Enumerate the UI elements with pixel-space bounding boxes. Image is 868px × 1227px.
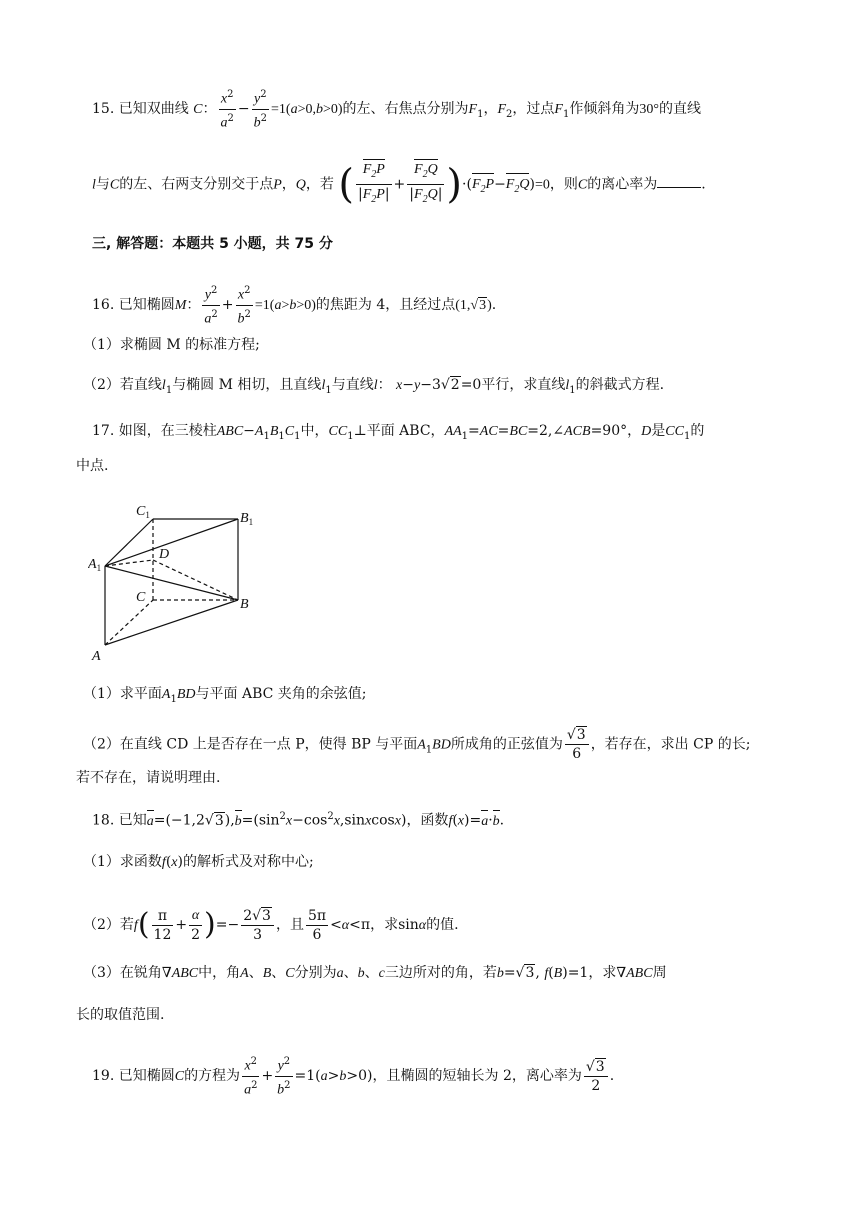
var-Q: Q <box>295 177 306 193</box>
q18-p3-a: （3）在锐角∇ <box>83 965 172 981</box>
q15-intro: 15. 已知双曲线 <box>92 101 189 118</box>
q16-part2: （2）若直线$l_1$与椭圆 M 相切，且直线$l_1$与直线l： x−y−3√2=0平行，求直线$l_1$的斜截式方程. <box>83 377 665 396</box>
q18-period: . <box>499 812 505 829</box>
q18-p2-a: （2）若 <box>83 917 134 933</box>
q17-middle: 中， <box>300 423 329 439</box>
q18-part1: （1）求函数f(x)的解析式及对称中心; <box>83 854 314 870</box>
q15-text-line: 的直线 <box>658 101 701 118</box>
label-A: A <box>92 649 101 664</box>
q18-p3-b: 中，角 <box>198 965 241 981</box>
q17-part1: （1）求平面$A_1BD$与平面 ABC 夹角的余弦值; <box>83 686 367 705</box>
q15-text-through: ，过点 <box>512 101 555 118</box>
q18-p3-d: 、 <box>271 965 286 981</box>
label-D: D <box>159 547 170 562</box>
q19-eq-text: 的方程为 <box>184 1068 241 1085</box>
q15-text-ecc: 的离心率为 <box>587 176 658 193</box>
q18-intro: 18. 已知 <box>92 812 147 829</box>
edge-AC <box>105 600 153 645</box>
q15-text-if: ，若 <box>305 176 334 193</box>
q18-p3-g: 、 <box>364 965 379 981</box>
section-heading: 三, 解答题：本题共 5 小题，共 75 分 <box>92 236 333 252</box>
q17-part2-cont: 若不存在，请说明理由. <box>76 770 221 786</box>
fraction-sqrt3-6: $\frac{√3}{6}$ <box>565 726 589 763</box>
fraction-y2-b2: $\frac{y^2}{b^2}$ <box>252 86 269 132</box>
q17-of: 的 <box>690 423 705 439</box>
q19-period: . <box>609 1068 615 1085</box>
q16-period: . <box>491 297 497 314</box>
q17-stem: 17. 如图，在三棱柱$ABC-A_1B_1C_1$中，$CC_1\perp$平面 ABC，$AA_1=AC=BC=2,\angle ACB=90^\circ$，D是$CC_1$的 <box>92 423 705 442</box>
edge-A1B1 <box>105 519 238 566</box>
q17-p2-b: 所成角的正弦值为 <box>450 736 563 753</box>
q18-p3-e: 分别为 <box>294 965 337 981</box>
q17-comma: ， <box>627 423 642 439</box>
q18-part3: （3）在锐角∇ABC中，角A、B、C分别为a、b、c三边所对的角，若b=√3, f(B)=1，求∇ABC周 <box>83 965 667 981</box>
q16-text: 的焦距为 4，且经过点 <box>315 297 456 314</box>
q17-stem-cont: 中点. <box>76 458 109 474</box>
fraction-x2-a2: $\frac{x^2}{a^2}$ <box>219 86 236 132</box>
q18-p2-b: ，且 <box>275 917 304 933</box>
q17-is: 是 <box>651 423 666 439</box>
q15-text-angle: 作倾斜角为 <box>569 101 640 118</box>
q16-p2-d: 平行，求直线 <box>481 377 566 393</box>
q18-p3-j: 周 <box>652 965 667 981</box>
fraction-unit-F2Q: $\frac{F_2Q}{|F_2Q|}$ <box>407 160 444 209</box>
prism-figure <box>88 500 268 670</box>
label-C: C <box>136 590 146 605</box>
q16-p2-c: 与直线 <box>331 377 374 393</box>
q18-p3-h: 三边所对的角，若 <box>384 965 497 981</box>
q16-intro: 16. 已知椭圆 <box>92 297 175 314</box>
q17-perp-plane: 平面 ABC， <box>366 423 445 439</box>
fraction-x2-b2: $\frac{x^2}{b^2}$ <box>236 282 253 328</box>
edge-AB <box>105 600 238 645</box>
q16-part1: （1）求椭圆 M 的标准方程; <box>83 337 260 353</box>
answer-blank[interactable] <box>657 173 701 188</box>
q18-part3-cont: 长的取值范围. <box>76 1007 165 1023</box>
q18-p3-c: 、 <box>248 965 263 981</box>
q18-stem: 18. 已知$a=(-1,2√3),b=(\sin^2x-\cos^2x,sinxcosx)$，函数f(x)=a·b. <box>92 807 504 832</box>
q15-comma: ， <box>281 176 296 193</box>
q18-p1-a: （1）求函数 <box>83 854 162 870</box>
q19-stem: 19. 已知椭圆C的方程为 $\frac{x^2}{a^2}$ + $\frac{y^2}{b^2}$ =1(a>b>0)，且椭圆的短轴长为 2，离心率为 $\frac{√3}{2}$ . <box>92 1053 614 1099</box>
var-P: P <box>273 177 282 193</box>
q15-line1: 15. 已知双曲线 C： $\frac{x^2}{a^2}$ − $\frac{y^2}{b^2}$ =1(a>0,b>0)的左、右焦点分别为$F_1$，$F_2$，过点$F_1$作倾斜角为30°的直线 <box>92 86 701 132</box>
q19-intro: 19. 已知椭圆 <box>92 1068 175 1085</box>
edge-DB <box>153 560 238 600</box>
q15-period: . <box>701 176 706 193</box>
var-C-3: C <box>577 177 588 193</box>
q16-p2-e: 的斜截式方程. <box>575 377 665 393</box>
q15-text-foci: 的左、右焦点分别为 <box>342 101 469 118</box>
var-C-q19: C <box>174 1069 185 1085</box>
q17-p1-a: （1）求平面 <box>83 686 162 702</box>
q18-p1-b: 的解析式及对称中心; <box>182 854 314 870</box>
var-C-2: C <box>109 177 120 193</box>
label-B1: $B_1$ <box>240 511 254 527</box>
fraction-y2-a2: $\frac{y^2}{a^2}$ <box>202 282 219 328</box>
label-A1: $A_1$ <box>88 557 102 573</box>
q17-p2-c: ，若存在，求出 CP 的长; <box>590 736 751 753</box>
var-l: l <box>92 177 96 193</box>
q17-p1-b: 与平面 ABC 夹角的余弦值; <box>195 686 367 702</box>
q18-p2-c: ，求 <box>370 917 399 933</box>
q18-func: ，函数 <box>406 812 449 829</box>
q15-text-intersect: 的左、右两支分别交于点 <box>119 176 274 193</box>
q17-intro: 17. 如图，在三棱柱 <box>92 423 217 439</box>
label-C1: $C_1$ <box>136 504 150 520</box>
q18-p2-d: 的值. <box>426 917 459 933</box>
q16-stem: 16. 已知椭圆M： $\frac{y^2}{a^2}$ + $\frac{x^2}{b^2}$ =1(a>b>0)的焦距为 4，且经过点(1,√3). <box>92 282 496 328</box>
edge-A1B <box>105 566 238 600</box>
q15-text-and: 与 <box>95 176 110 193</box>
q16-p2-b: 与椭圆 M 相切，且直线 <box>172 377 322 393</box>
q17-part2: （2）在直线 CD 上是否存在一点 P，使得 BP 与平面$A_1BD$所成角的正弦值为 $\frac{√3}{6}$ ，若存在，求出 CP 的长; <box>83 727 751 762</box>
var-C: C <box>193 102 203 118</box>
label-B: B <box>240 597 249 612</box>
edge-A1C1 <box>105 519 153 566</box>
q16-p2-a: （2）若直线 <box>83 377 162 393</box>
q17-p2-a: （2）在直线 CD 上是否存在一点 P，使得 BP 与平面 <box>83 736 418 753</box>
q15-line2: l与C的左、右两支分别交于点P，Q，若 ( $\frac{F_2P}{|F_2P|}$ + $\frac{F_2Q}{|F_2Q|}$ )$\cdot(F_2P-F_2Q)=0$，则C的离心率为 . <box>92 161 706 208</box>
fraction-unit-F2P: $\frac{F_2P}{|F_2P|}$ <box>356 160 392 209</box>
var-D: D <box>641 424 652 439</box>
q19-condition: ，且椭圆的短轴长为 2，离心率为 <box>372 1068 582 1085</box>
q18-p3-f: 、 <box>343 965 358 981</box>
q18-part2: （2）若f( $\frac{\pi}{12}$ + $\frac{\alpha}{2}$ )=− $\frac{2√3}{3}$ ，且 $\frac{5\pi}{6}$ <α<π，求sinα的值. <box>83 907 459 943</box>
q15-text-then: ，则 <box>549 176 578 193</box>
q18-p3-i: ，求∇ <box>588 965 627 981</box>
